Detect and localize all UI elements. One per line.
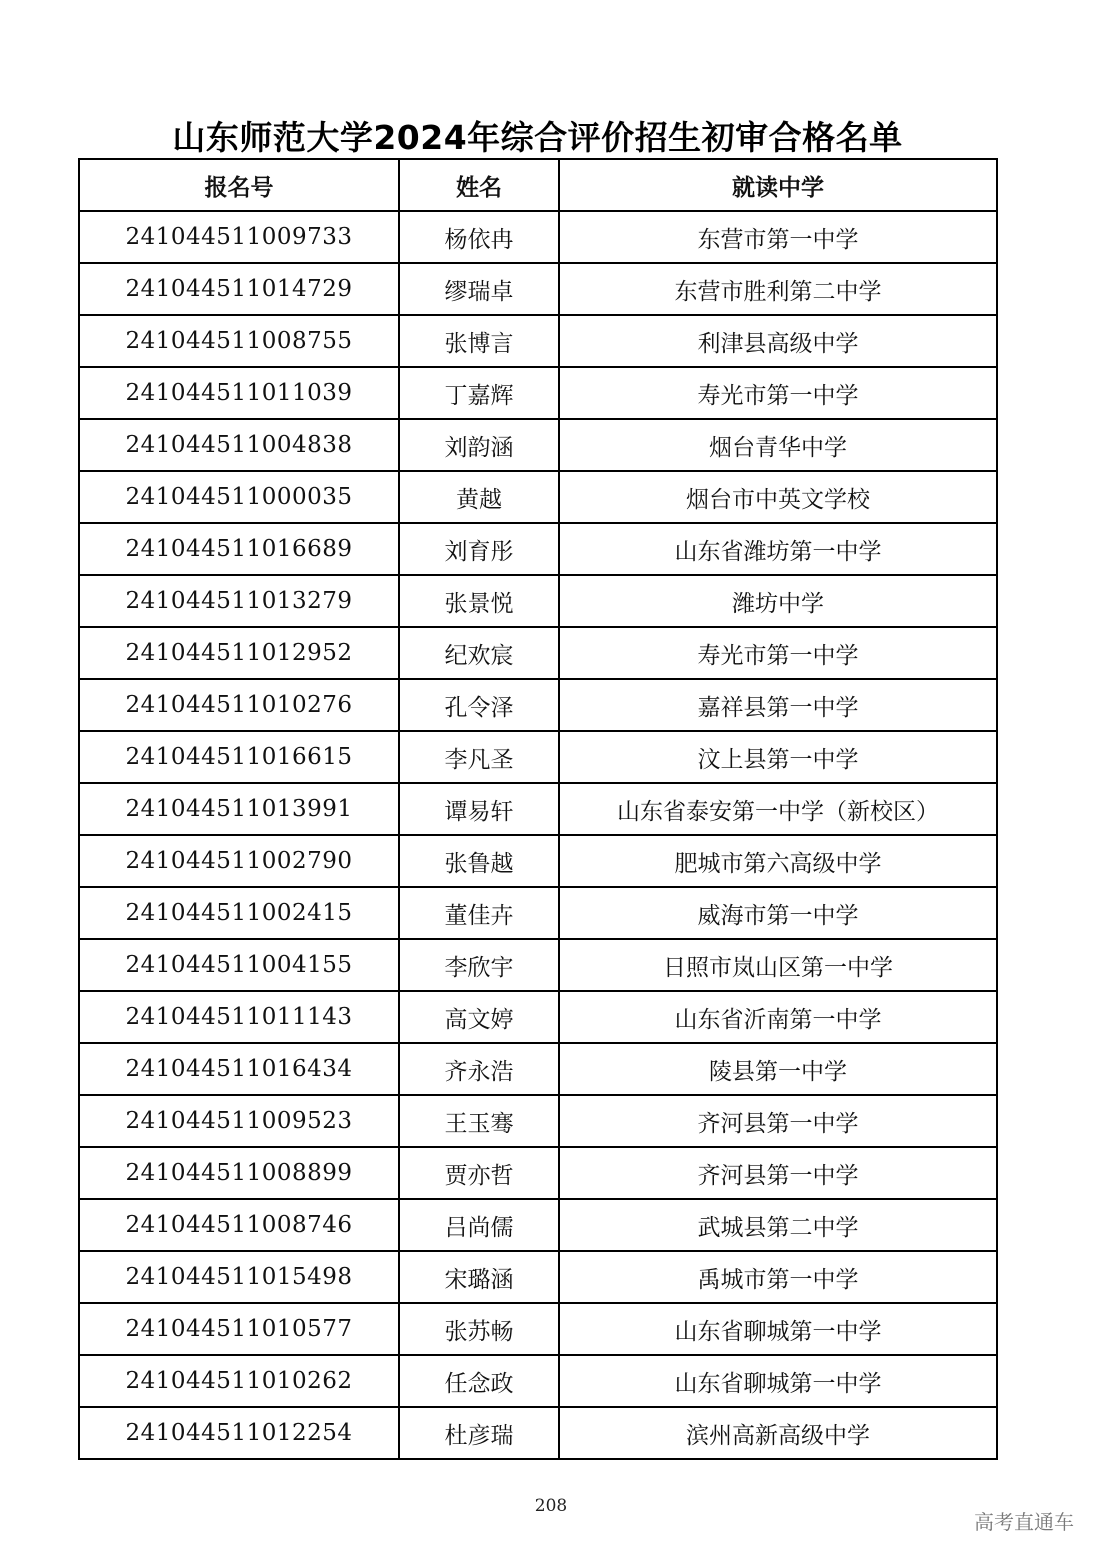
school-cell: 寿光市第一中学: [559, 367, 997, 419]
registration-number-cell: 241044511010276: [79, 679, 399, 731]
student-name-cell: 吕尚儒: [399, 1199, 559, 1251]
table-row: [79, 1043, 997, 1095]
school-cell: 利津县高级中学: [559, 315, 997, 367]
page-number: 208: [534, 1496, 568, 1516]
school-cell: 嘉祥县第一中学: [559, 679, 997, 731]
registration-number-cell: 241044511010577: [79, 1303, 399, 1355]
table-row: [79, 679, 997, 731]
school-cell: 滨州高新高级中学: [559, 1407, 997, 1459]
registration-number-cell: 241044511012952: [79, 627, 399, 679]
registration-number-cell: 241044511016615: [79, 731, 399, 783]
registration-number-cell: 241044511004838: [79, 419, 399, 471]
student-name-cell: 黄越: [399, 471, 559, 523]
table-row: [79, 367, 997, 419]
table-row: [79, 1251, 997, 1303]
header-name: 姓名: [399, 159, 559, 211]
registration-number-cell: 241044511009523: [79, 1095, 399, 1147]
student-name-cell: 刘育彤: [399, 523, 559, 575]
student-name-cell: 张鲁越: [399, 835, 559, 887]
school-cell: 寿光市第一中学: [559, 627, 997, 679]
registration-number-cell: 241044511011039: [79, 367, 399, 419]
registration-number-cell: 241044511016689: [79, 523, 399, 575]
table-row: [79, 575, 997, 627]
registration-number-cell: 241044511012254: [79, 1407, 399, 1459]
student-name-cell: 李欣宇: [399, 939, 559, 991]
table-row: [79, 627, 997, 679]
registration-number-cell: 241044511004155: [79, 939, 399, 991]
registration-number-cell: 241044511011143: [79, 991, 399, 1043]
registration-number-cell: 241044511014729: [79, 263, 399, 315]
school-cell: 齐河县第一中学: [559, 1095, 997, 1147]
header-registration-number: 报名号: [79, 159, 399, 211]
table-header-row: [79, 159, 997, 211]
school-cell: 齐河县第一中学: [559, 1147, 997, 1199]
table-row: [79, 939, 997, 991]
registration-number-cell: 241044511002415: [79, 887, 399, 939]
registration-number-cell: 241044511010262: [79, 1355, 399, 1407]
table-row: [79, 523, 997, 575]
school-cell: 潍坊中学: [559, 575, 997, 627]
school-cell: 山东省聊城第一中学: [559, 1303, 997, 1355]
school-cell: 禹城市第一中学: [559, 1251, 997, 1303]
school-cell: 山东省沂南第一中学: [559, 991, 997, 1043]
student-name-cell: 董佳卉: [399, 887, 559, 939]
school-cell: 威海市第一中学: [559, 887, 997, 939]
table-row: [79, 731, 997, 783]
admission-list-table: [78, 158, 998, 1460]
registration-number-cell: 241044511016434: [79, 1043, 399, 1095]
registration-number-cell: 241044511009733: [79, 211, 399, 263]
table-row: [79, 887, 997, 939]
table-row: [79, 263, 997, 315]
student-name-cell: 丁嘉辉: [399, 367, 559, 419]
registration-number-cell: 241044511008746: [79, 1199, 399, 1251]
student-name-cell: 高文婷: [399, 991, 559, 1043]
table-row: [79, 835, 997, 887]
table-row: [79, 1355, 997, 1407]
student-name-cell: 李凡圣: [399, 731, 559, 783]
school-cell: 武城县第二中学: [559, 1199, 997, 1251]
student-name-cell: 张景悦: [399, 575, 559, 627]
table-row: [79, 1095, 997, 1147]
registration-number-cell: 241044511008755: [79, 315, 399, 367]
table-row: [79, 471, 997, 523]
student-name-cell: 任念政: [399, 1355, 559, 1407]
school-cell: 汶上县第一中学: [559, 731, 997, 783]
student-name-cell: 纪欢宸: [399, 627, 559, 679]
registration-number-cell: 241044511002790: [79, 835, 399, 887]
school-cell: 东营市第一中学: [559, 211, 997, 263]
table-row: [79, 991, 997, 1043]
student-name-cell: 杨依冉: [399, 211, 559, 263]
table-row: [79, 1407, 997, 1459]
student-name-cell: 孔令泽: [399, 679, 559, 731]
table-row: [79, 1303, 997, 1355]
student-name-cell: 张苏畅: [399, 1303, 559, 1355]
registration-number-cell: 241044511015498: [79, 1251, 399, 1303]
school-cell: 山东省潍坊第一中学: [559, 523, 997, 575]
table-row: [79, 211, 997, 263]
student-name-cell: 贾亦哲: [399, 1147, 559, 1199]
school-cell: 肥城市第六高级中学: [559, 835, 997, 887]
student-name-cell: 张博言: [399, 315, 559, 367]
table-row: [79, 1199, 997, 1251]
table-row: [79, 783, 997, 835]
student-name-cell: 宋璐涵: [399, 1251, 559, 1303]
page-title: 山东师范大学2024年综合评价招生初审合格名单: [172, 118, 903, 157]
header-school: 就读中学: [559, 159, 997, 211]
table-row: [79, 1147, 997, 1199]
table-row: [79, 315, 997, 367]
school-cell: 东营市胜利第二中学: [559, 263, 997, 315]
table-row: [79, 419, 997, 471]
registration-number-cell: 241044511013279: [79, 575, 399, 627]
registration-number-cell: 241044511008899: [79, 1147, 399, 1199]
school-cell: 烟台青华中学: [559, 419, 997, 471]
watermark: 高考直通车: [974, 1510, 1074, 1534]
school-cell: 烟台市中英文学校: [559, 471, 997, 523]
school-cell: 山东省泰安第一中学（新校区）: [559, 783, 997, 835]
student-name-cell: 缪瑞卓: [399, 263, 559, 315]
student-name-cell: 刘韵涵: [399, 419, 559, 471]
school-cell: 日照市岚山区第一中学: [559, 939, 997, 991]
registration-number-cell: 241044511013991: [79, 783, 399, 835]
school-cell: 陵县第一中学: [559, 1043, 997, 1095]
student-name-cell: 谭易轩: [399, 783, 559, 835]
student-name-cell: 杜彦瑞: [399, 1407, 559, 1459]
student-name-cell: 王玉骞: [399, 1095, 559, 1147]
student-name-cell: 齐永浩: [399, 1043, 559, 1095]
registration-number-cell: 241044511000035: [79, 471, 399, 523]
school-cell: 山东省聊城第一中学: [559, 1355, 997, 1407]
table-body: [79, 211, 997, 1459]
